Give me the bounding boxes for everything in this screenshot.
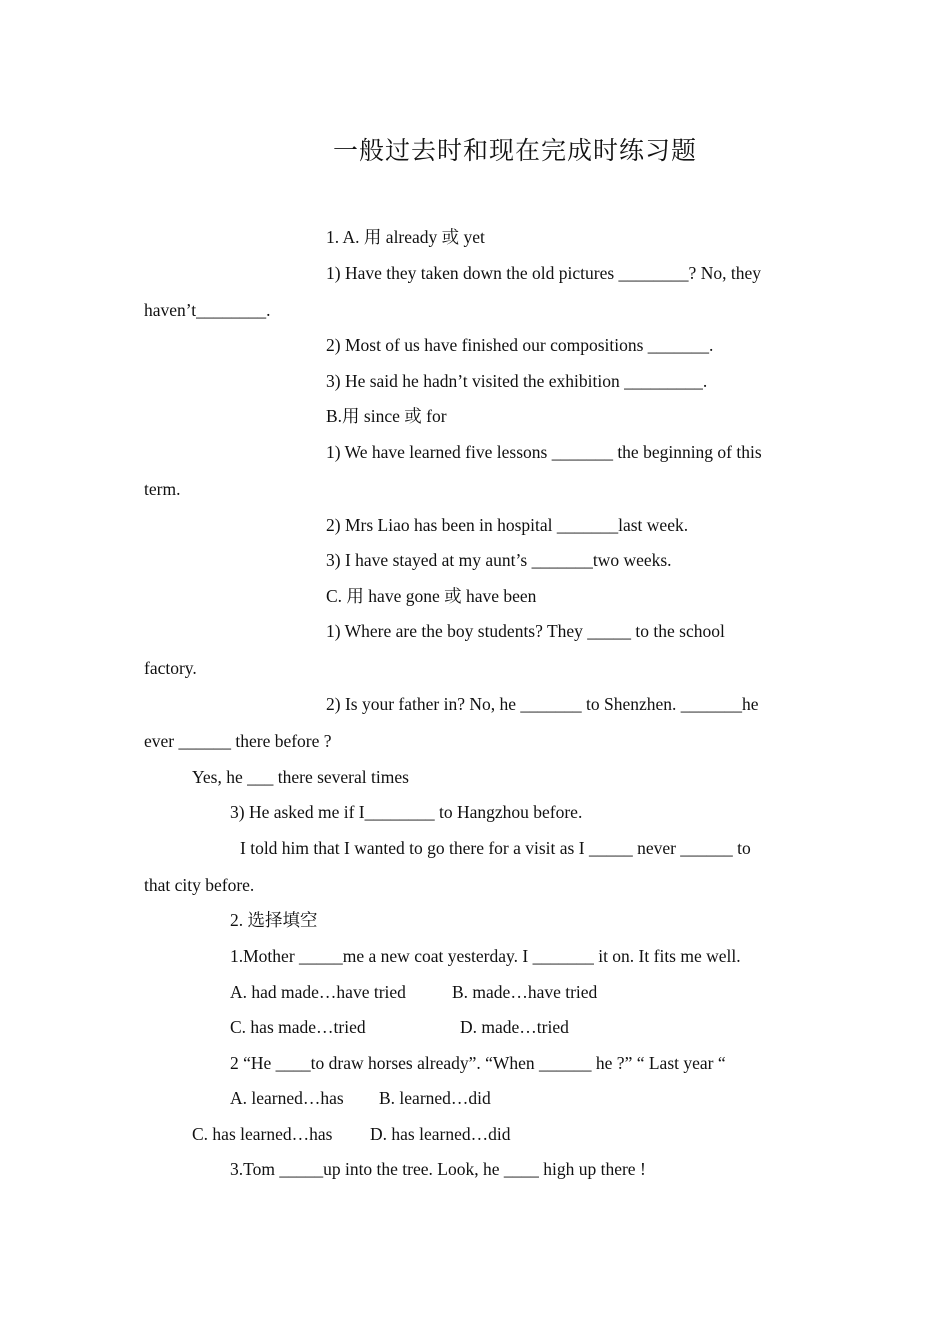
option-c: C. has made…tried [230,1017,366,1037]
question-line: 3.Tom _____up into the tree. Look, he ____ high up there ! [230,1159,646,1179]
question-line: factory. [144,658,197,678]
option-a: A. learned…has [230,1088,344,1108]
option-a: A. had made…have tried [230,982,406,1002]
question-line: 1) Have they taken down the old pictures ________? No, they [326,263,761,283]
question-line: haven’t________. [144,300,271,320]
question-line: I told him that I wanted to go there for a visit as I _____ never ______ to [240,838,751,858]
section-2-heading: 2. 选择填空 [230,910,318,930]
page-title: 一般过去时和现在完成时练习题 [332,138,697,165]
section-c-heading: C. 用 have gone 或 have been [326,586,537,606]
option-b: B. learned…did [379,1088,491,1108]
question-line: 1) We have learned five lessons _______ the beginning of this [326,442,762,462]
option-b: B. made…have tried [452,982,598,1002]
question-line: 3) He said he hadn’t visited the exhibition _________. [326,371,708,391]
option-d: D. has learned…did [370,1124,511,1144]
question-line: 3) He asked me if I________ to Hangzhou before. [230,802,583,822]
section-b-heading: B.用 since 或 for [326,406,447,426]
question-line: 2) Is your father in? No, he _______ to Shenzhen. _______he [326,694,759,714]
question-line: 2 “He ____to draw horses already”. “When ______ he ?” “ Last year “ [230,1053,726,1073]
question-line: 1.Mother _____me a new coat yesterday. I _______ it on. It fits me well. [230,946,741,966]
question-line: ever ______ there before ? [144,731,332,751]
question-line: term. [144,479,181,499]
question-line: 1) Where are the boy students? They _____ to the school [326,621,725,641]
question-line: 2) Most of us have finished our compositions _______. [326,335,714,355]
option-c: C. has learned…has [192,1124,333,1144]
question-line: 2) Mrs Liao has been in hospital _______last week. [326,515,689,535]
section-a-heading: 1. A. 用 already 或 yet [326,227,485,247]
option-d: D. made…tried [460,1017,569,1037]
question-line: 3) I have stayed at my aunt’s _______two weeks. [326,550,672,570]
question-line: that city before. [144,875,255,895]
question-line: Yes, he ___ there several times [192,767,409,787]
